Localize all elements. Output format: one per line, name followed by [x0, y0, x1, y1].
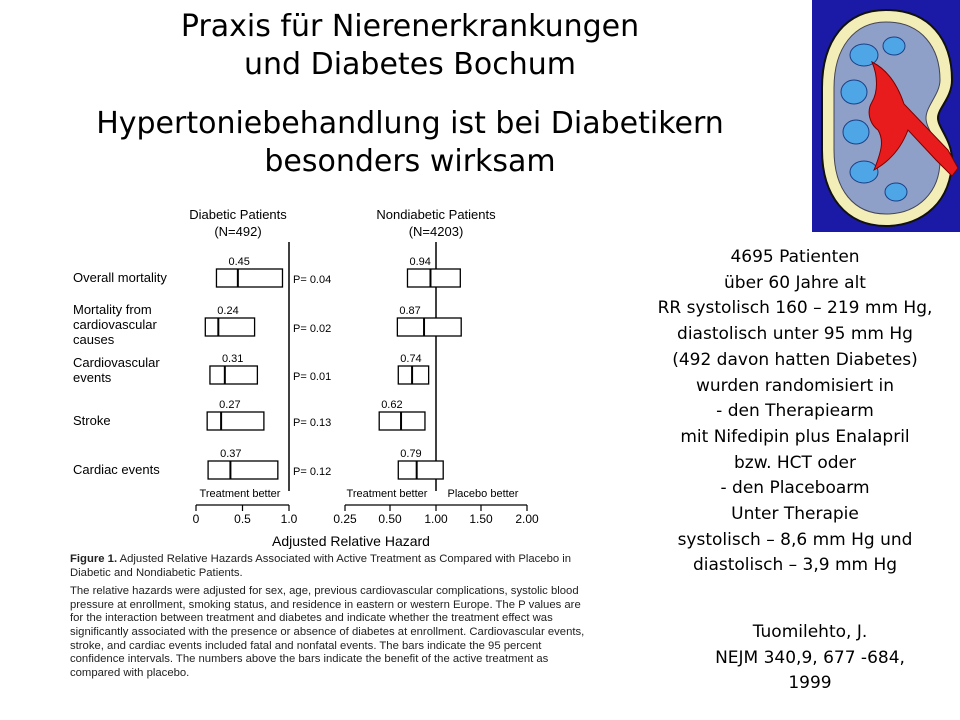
diabetic-hazard-label: 0.24	[217, 305, 239, 317]
reference-year: 1999	[788, 673, 832, 694]
summary-line: über 60 Jahre alt	[724, 272, 866, 293]
literature-reference	[660, 620, 960, 697]
summary-line: diastolisch – 3,9 mm Hg	[692, 555, 898, 576]
nondiabetic-hazard-label: 0.87	[399, 305, 421, 317]
treatment-better-note: Treatment better	[199, 488, 281, 500]
forest-plot	[55, 200, 575, 550]
nondiabetic-ci-bar	[397, 318, 461, 336]
summary-line: RR systolisch 160 – 219 mm Hg,	[657, 298, 933, 319]
category-label: Overall mortality	[73, 270, 167, 285]
category-label: Stroke	[73, 413, 111, 428]
x-tick-label: 2.00	[515, 512, 539, 526]
category-label: cardiovascular	[73, 317, 157, 332]
p-value: P= 0.13	[293, 417, 332, 429]
p-value: P= 0.04	[293, 274, 332, 286]
study-summary	[630, 245, 960, 579]
slide-subtitle-line1: Hypertoniebehandlung ist bei Diabetikern	[96, 106, 724, 141]
category-label: causes	[73, 332, 115, 347]
diabetic-ci-bar	[207, 412, 264, 430]
slide-subtitle-line2: besonders wirksam	[264, 144, 556, 179]
summary-line: wurden randomisiert in	[695, 375, 895, 396]
nondiabetic-ci-bar	[398, 366, 428, 384]
diabetic-hazard-label: 0.27	[219, 399, 241, 411]
diabetic-n: (N=492)	[214, 224, 262, 239]
nondiabetic-hazard-label: 0.74	[400, 353, 422, 365]
category-label: Cardiac events	[73, 462, 160, 477]
diabetic-ci-bar	[216, 269, 282, 287]
x-tick-label: 0	[192, 512, 200, 526]
figure-caption	[70, 553, 595, 680]
summary-line: systolisch – 8,6 mm Hg und	[677, 529, 913, 550]
x-tick-label: 0.50	[378, 512, 402, 526]
x-tick-label: 0.5	[234, 512, 251, 526]
figure-label: Figure 1.	[70, 553, 118, 565]
nondiabetic-hazard-label: 0.62	[381, 399, 403, 411]
diabetic-hazard-label: 0.37	[220, 448, 242, 460]
slide-subtitle	[30, 105, 790, 181]
summary-line: diastolisch unter 95 mm Hg	[677, 324, 913, 345]
nondiabetic-ci-bar	[379, 412, 425, 430]
treatment-better-note: Treatment better	[346, 488, 428, 500]
kidney-illustration	[812, 0, 960, 232]
placebo-better-note: Placebo better	[447, 488, 519, 500]
diabetic-ci-bar	[208, 461, 278, 479]
x-axis-title: Adjusted Relative Hazard	[272, 533, 430, 549]
reference-author: Tuomilehto, J.	[752, 622, 868, 642]
x-tick-label: 1.00	[424, 512, 448, 526]
practice-title	[100, 8, 720, 84]
summary-line: - den Placeboarm	[720, 478, 870, 499]
diabetic-hazard-label: 0.31	[221, 353, 244, 365]
diabetic-ci-bar	[205, 318, 254, 336]
nondiabetic-n: (N=4203)	[408, 224, 464, 239]
x-tick-label: 1.50	[469, 512, 493, 526]
x-tick-label: 1.0	[280, 512, 298, 526]
nondiabetic-hazard-label: 0.79	[400, 448, 422, 460]
summary-line: - den Therapiearm	[716, 401, 874, 422]
diabetic-ci-bar	[210, 366, 257, 384]
practice-title-line2: und Diabetes Bochum	[244, 47, 576, 82]
summary-line: Unter Therapie	[731, 504, 859, 525]
p-value: P= 0.12	[293, 466, 332, 478]
summary-line: mit Nifedipin plus Enalapril	[680, 426, 910, 447]
nondiabetic-header: Nondiabetic Patients	[376, 207, 496, 222]
figure-body: The relative hazards were adjusted for sex, age, previous cardiovascular complications, systolic blood pressure at enrollment, smoking status, and residence in eastern or western Europe. The P values are for the interaction between treatment and diabetes and indicate whether the treatment effect was significantly associated with the presence or absence of diabetes at enrollment. Cardiovascular events, stroke, and cardiac events included fatal and nonfatal events. The bars indicate the 95 percent confidence intervals. The numbers above the bars indicate the benefit of the active treatment as compared with placebo.	[70, 585, 585, 679]
diabetic-hazard-label: 0.45	[228, 256, 250, 268]
practice-title-line1: Praxis für Nierenerkrankungen	[180, 9, 640, 44]
nondiabetic-ci-bar	[398, 461, 443, 479]
summary-line: (492 davon hatten Diabetes)	[672, 349, 918, 370]
nondiabetic-ci-bar	[407, 269, 460, 287]
category-label: Mortality from	[73, 302, 152, 317]
x-tick-label: 0.25	[333, 512, 357, 526]
category-label: Cardiovascular	[73, 355, 160, 370]
nondiabetic-hazard-label: 0.94	[409, 256, 431, 268]
diabetic-header: Diabetic Patients	[189, 207, 287, 222]
summary-line: 4695 Patienten	[730, 247, 860, 267]
summary-line: bzw. HCT oder	[734, 452, 856, 473]
figure-title: Adjusted Relative Hazards Associated with Active Treatment as Compared with Placebo in Diabetic and Nondiabetic Patients.	[70, 553, 572, 579]
p-value: P= 0.02	[293, 323, 332, 335]
reference-journal: NEJM 340,9, 677 -684,	[715, 647, 905, 668]
category-label: events	[73, 370, 112, 385]
p-value: P= 0.01	[293, 371, 332, 383]
